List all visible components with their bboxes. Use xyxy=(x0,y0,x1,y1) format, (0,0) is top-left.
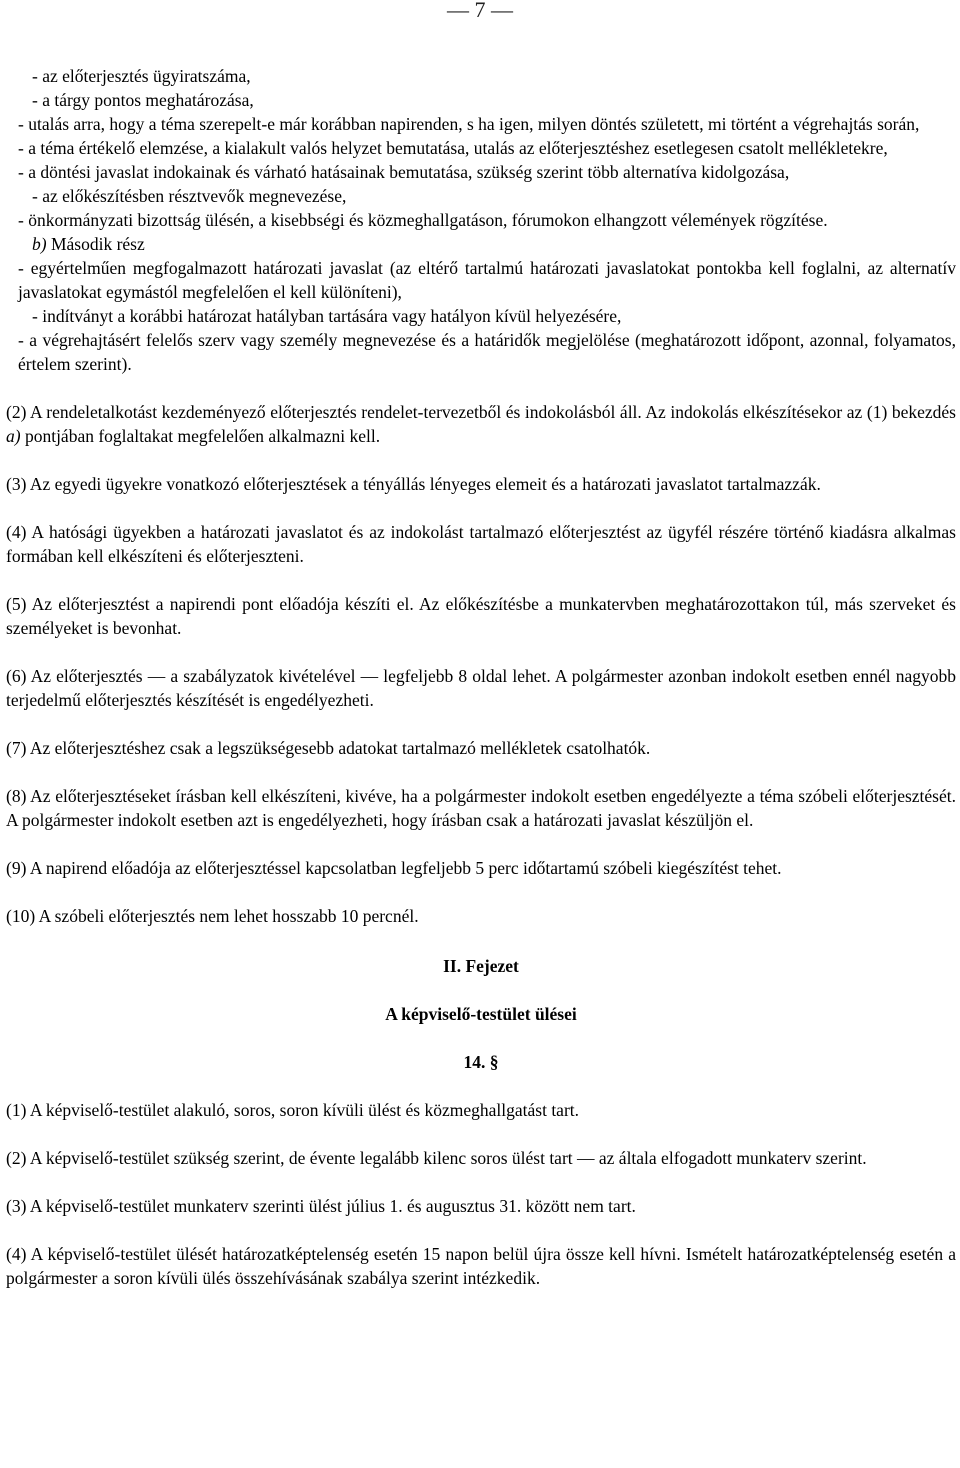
list-item: - a téma értékelő elemzése, a kialakult valós helyzet bemutatása, utalás az előterjesztéshez esetlegesen csatolt mellékletekre, xyxy=(18,138,888,158)
chapter-title: A képviselő-testület ülései xyxy=(385,1004,577,1024)
list-item: - egyértelműen megfogalmazott határozati javaslat (az eltérő tartalmú határozati javaslatokat pontokba kell foglalni, az alternatív javaslatokat egymástól megfelelően el kell különíteni), xyxy=(18,258,956,302)
part-b-title: Második rész xyxy=(50,234,145,254)
part-a-list xyxy=(6,64,956,232)
paragraph-10: (10) A szóbeli előterjesztés nem lehet hosszabb 10 percnél. xyxy=(6,906,419,926)
paragraph-6: (6) Az előterjesztés — a szabályzatok kivételével — legfeljebb 8 oldal lehet. A polgármester azonban indokolt esetben ennél nagyobb terjedelmű előterjesztés készítését is engedélyezheti. xyxy=(6,666,956,710)
list-item: - a döntési javaslat indokainak és várható hatásainak bemutatása, szükség szerint több alternatíva kidolgozása, xyxy=(18,162,790,182)
page-number: — 7 — xyxy=(447,0,513,22)
chapter-heading: II. Fejezet xyxy=(443,956,519,976)
part-b-heading xyxy=(6,232,956,256)
paragraph-2-text: (2) A rendeletalkotást kezdeményező előterjesztés rendelet-tervezetből és indokolásból áll. Az indokolás elkészítésekor az (1) bekezdés xyxy=(6,402,956,422)
list-item: - az előkészítésben résztvevők megnevezése, xyxy=(32,186,347,206)
paragraph-2 xyxy=(6,400,956,448)
part-b-label: b) xyxy=(32,234,47,254)
paragraph-8: (8) Az előterjesztéseket írásban kell elkészíteni, kivéve, ha a polgármester indokolt esetben engedélyezte a téma szóbeli előterjesztését. A polgármester indokolt esetben azt is engedélyezheti, hogy írásban csak a határozati javaslat készüljön el. xyxy=(6,786,956,830)
list-item: - indítványt a korábbi határozat hatályban tartására vagy hatályon kívül helyezésére, xyxy=(32,306,622,326)
document-body xyxy=(6,64,956,1290)
paragraph-4: (4) A hatósági ügyekben a határozati javaslatot és az indokolást tartalmazó előterjesztést az ügyfél részére történő kiadásra alkalmas formában kell elkészíteni és előterjeszteni. xyxy=(6,522,956,566)
s14-paragraph-2: (2) A képviselő-testület szükség szerint, de évente legalább kilenc soros ülést tart — az általa elfogadott munkaterv szerint. xyxy=(6,1148,867,1168)
paragraph-7: (7) Az előterjesztéshez csak a legszükségesebb adatokat tartalmazó mellékletek csatolhatók. xyxy=(6,738,651,758)
list-item: - a végrehajtásért felelős szerv vagy személy megnevezése és a határidők megjelölése (meghatározott időpont, azonnal, folyamatos, értelem szerint). xyxy=(18,330,956,374)
list-item: - önkormányzati bizottság ülésén, a kisebbségi és közmeghallgatáson, fórumokon elhangzott vélemények rögzítése. xyxy=(18,210,828,230)
paragraph-9: (9) A napirend előadója az előterjesztéssel kapcsolatban legfeljebb 5 perc időtartamú szóbeli kiegészítést tehet. xyxy=(6,858,782,878)
paragraph-3: (3) Az egyedi ügyekre vonatkozó előterjesztések a tényállás lényeges elemeit és a határozati javaslatot tartalmazzák. xyxy=(6,474,821,494)
list-item: - utalás arra, hogy a téma szerepelt-e már korábban napirenden, s ha igen, milyen döntés született, mi történt a végrehajtás során, xyxy=(18,114,920,134)
s14-paragraph-4: (4) A képviselő-testület ülését határozatképtelenség esetén 15 napon belül újra össze kell hívni. Ismételt határozatképtelenség esetén a polgármester a soron kívüli ülés összehívásának szabálya szerint intézkedik. xyxy=(6,1244,956,1288)
paragraph-5: (5) Az előterjesztést a napirendi pont előadója készíti el. Az előkészítésbe a munkatervben meghatározottakon túl, más szerveket és személyeket is bevonhat. xyxy=(6,594,956,638)
s14-paragraph-1: (1) A képviselő-testület alakuló, soros, soron kívüli ülést és közmeghallgatást tart. xyxy=(6,1100,580,1120)
paragraph-2-reference: a) xyxy=(6,426,21,446)
paragraph-2-text-end: pontjában foglaltakat megfelelően alkalmazni kell. xyxy=(20,426,381,446)
part-b-list xyxy=(6,256,956,376)
list-item: - az előterjesztés ügyiratszáma, xyxy=(32,66,251,86)
s14-paragraph-3: (3) A képviselő-testület munkaterv szerinti ülést július 1. és augusztus 31. között nem tart. xyxy=(6,1196,636,1216)
list-item: - a tárgy pontos meghatározása, xyxy=(32,90,254,110)
section-number: 14. § xyxy=(463,1052,499,1072)
